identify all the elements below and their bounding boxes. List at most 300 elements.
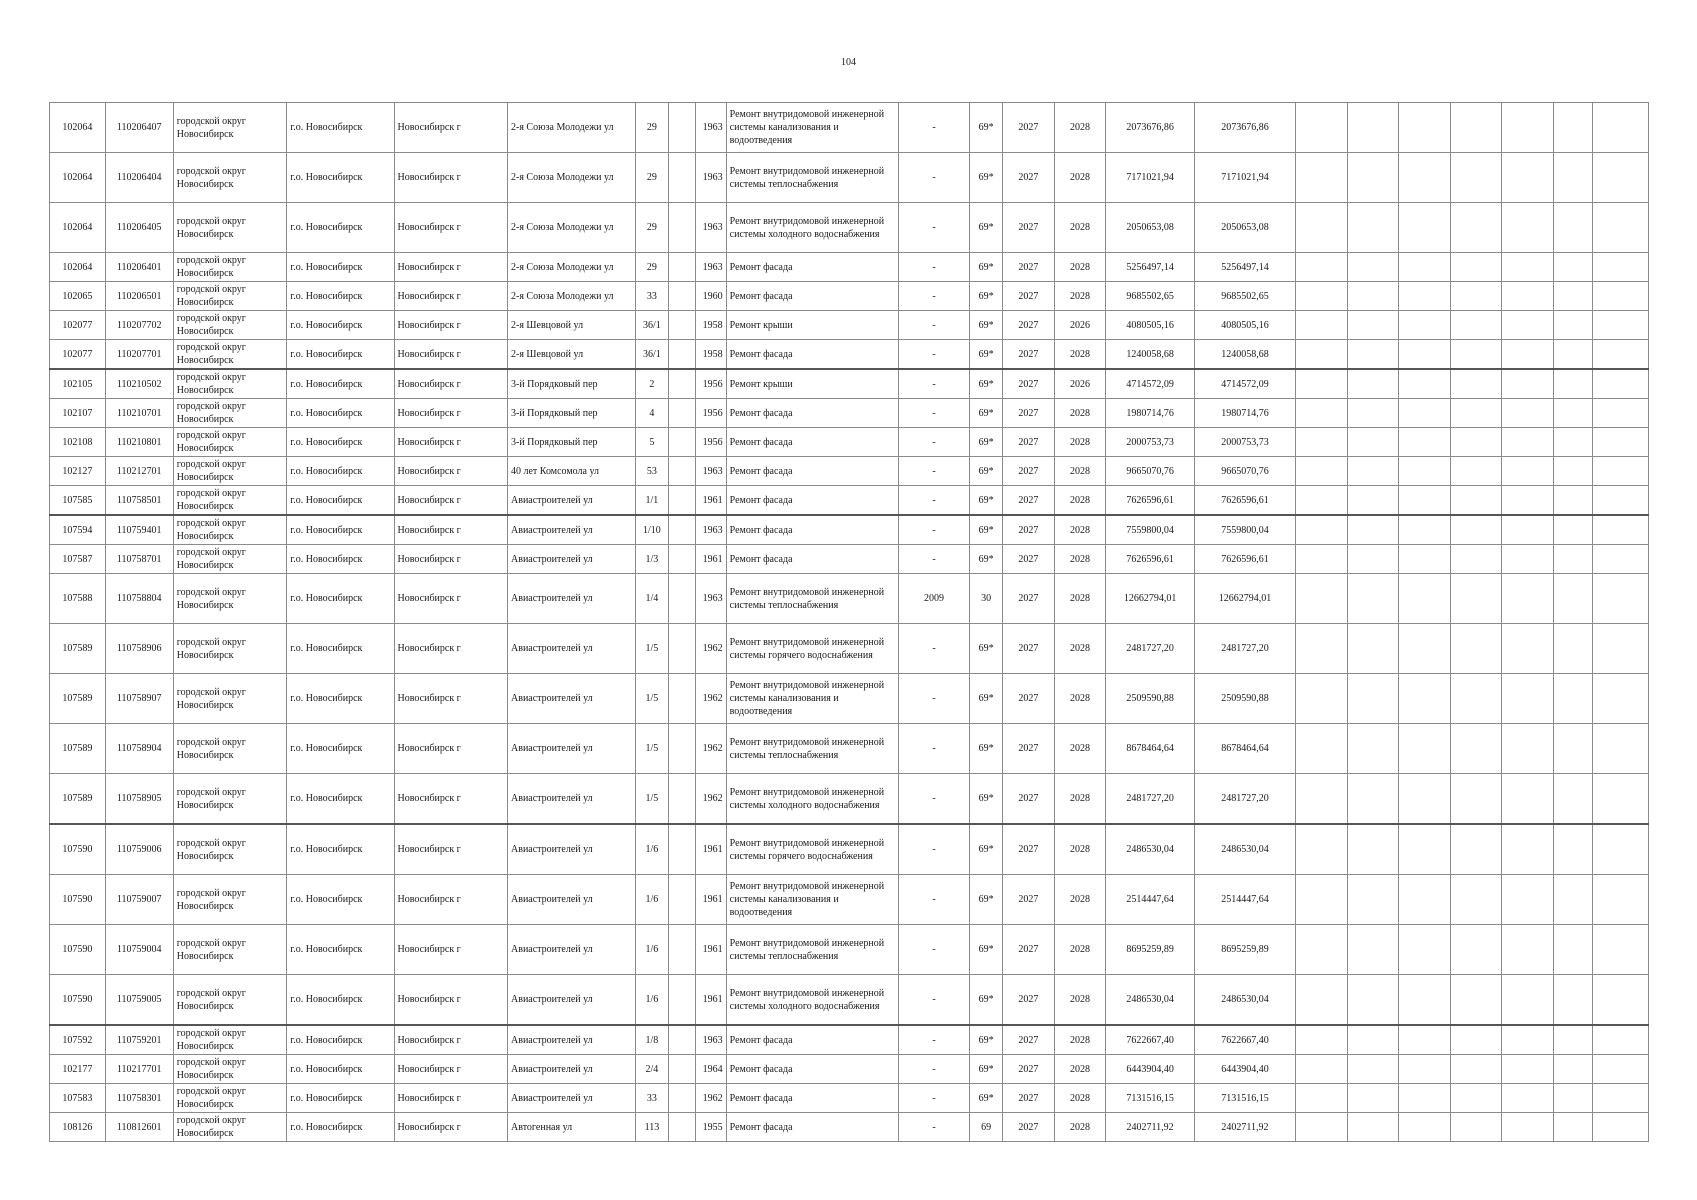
house-id-cell: 107590 [50,824,106,875]
work-type-cell: Ремонт внутридомовой инженерной системы горячего водоснабжения [726,624,898,674]
fund-cost-cell: 7559800,04 [1194,515,1295,545]
table-row [50,203,1649,253]
empty-cell [1593,515,1649,545]
work-id-cell: 110207702 [105,311,173,340]
empty-cell [1296,153,1348,203]
empty-cell [1450,1113,1502,1142]
house-id-cell: 107589 [50,674,106,724]
total-cost-cell: 8695259,89 [1106,925,1195,975]
last-repair-year-cell: - [898,103,969,153]
empty-cell [1502,515,1554,545]
work-id-cell: 110212701 [105,457,173,486]
last-repair-year-cell: - [898,203,969,253]
empty-cell [1593,674,1649,724]
street-cell: 2-я Союза Молодежи ул [508,282,636,311]
empty-cell [1450,282,1502,311]
table-row [50,774,1649,825]
city-cell: Новосибирск г [394,369,507,399]
plan-year-cell: 2027 [1003,925,1055,975]
total-cost-cell: 2514447,64 [1106,875,1195,925]
house-id-cell: 102064 [50,203,106,253]
fund-cost-cell: 9685502,65 [1194,282,1295,311]
empty-cell [1450,574,1502,624]
completion-year-cell: 2028 [1054,925,1106,975]
total-cost-cell: 4714572,09 [1106,369,1195,399]
municipality-cell: городской округ Новосибирск [173,203,286,253]
city-cell: Новосибирск г [394,824,507,875]
street-cell: Авиастроителей ул [508,515,636,545]
empty-cell [1553,457,1592,486]
house-number-cell: 2/4 [635,1055,668,1084]
empty-cell [1553,282,1592,311]
district-cell: г.о. Новосибирск [287,545,394,574]
last-repair-year-cell: - [898,282,969,311]
completion-year-cell: 2028 [1054,1025,1106,1055]
street-cell: Авиастроителей ул [508,1084,636,1113]
building-cell [668,428,695,457]
work-id-cell: 110758701 [105,545,173,574]
total-cost-cell: 2000753,73 [1106,428,1195,457]
empty-cell [1593,624,1649,674]
empty-cell [1347,1113,1399,1142]
house-number-cell: 33 [635,1084,668,1113]
empty-cell [1450,1055,1502,1084]
city-cell: Новосибирск г [394,311,507,340]
empty-cell [1347,1025,1399,1055]
house-id-cell: 107588 [50,574,106,624]
build-year-cell: 1961 [695,975,726,1026]
build-year-cell: 1962 [695,624,726,674]
last-repair-year-cell: - [898,486,969,516]
plan-year-cell: 2027 [1003,975,1055,1026]
work-type-cell: Ремонт фасада [726,457,898,486]
district-cell: г.о. Новосибирск [287,203,394,253]
house-number-cell: 1/6 [635,925,668,975]
fund-cost-cell: 2402711,92 [1194,1113,1295,1142]
municipality-cell: городской округ Новосибирск [173,674,286,724]
plan-year-cell: 2027 [1003,340,1055,370]
empty-cell [1399,724,1451,774]
plan-year-cell: 2027 [1003,1113,1055,1142]
plan-year-cell: 2027 [1003,253,1055,282]
work-type-cell: Ремонт фасада [726,428,898,457]
total-cost-cell: 7559800,04 [1106,515,1195,545]
fund-cost-cell: 9665070,76 [1194,457,1295,486]
district-cell: г.о. Новосибирск [287,515,394,545]
page-number: 104 [841,57,856,68]
municipality-cell: городской округ Новосибирск [173,1084,286,1113]
empty-cell [1502,545,1554,574]
district-cell: г.о. Новосибирск [287,674,394,724]
house-number-cell: 53 [635,457,668,486]
street-cell: Авиастроителей ул [508,975,636,1026]
empty-cell [1296,399,1348,428]
work-type-cell: Ремонт фасада [726,399,898,428]
empty-cell [1347,340,1399,370]
last-repair-year-cell: - [898,975,969,1026]
completion-year-cell: 2028 [1054,674,1106,724]
empty-cell [1502,925,1554,975]
empty-cell [1399,282,1451,311]
empty-cell [1553,875,1592,925]
city-cell: Новосибирск г [394,925,507,975]
empty-cell [1553,515,1592,545]
empty-cell [1450,1084,1502,1113]
last-repair-year-cell: - [898,1084,969,1113]
street-cell: 2-я Союза Молодежи ул [508,203,636,253]
service-life-cell: 69* [970,925,1003,975]
completion-year-cell: 2028 [1054,153,1106,203]
building-cell [668,253,695,282]
empty-cell [1553,311,1592,340]
empty-cell [1593,253,1649,282]
empty-cell [1553,624,1592,674]
completion-year-cell: 2028 [1054,486,1106,516]
empty-cell [1450,253,1502,282]
last-repair-year-cell: - [898,545,969,574]
completion-year-cell: 2028 [1054,103,1106,153]
building-cell [668,1113,695,1142]
street-cell: Авиастроителей ул [508,1055,636,1084]
house-id-cell: 107594 [50,515,106,545]
house-id-cell: 102077 [50,340,106,370]
build-year-cell: 1963 [695,574,726,624]
building-cell [668,574,695,624]
fund-cost-cell: 2000753,73 [1194,428,1295,457]
empty-cell [1593,486,1649,516]
build-year-cell: 1961 [695,875,726,925]
house-number-cell: 1/8 [635,1025,668,1055]
city-cell: Новосибирск г [394,1025,507,1055]
work-id-cell: 110758301 [105,1084,173,1113]
municipality-cell: городской округ Новосибирск [173,1025,286,1055]
building-cell [668,153,695,203]
total-cost-cell: 2486530,04 [1106,824,1195,875]
fund-cost-cell: 2486530,04 [1194,824,1295,875]
municipality-cell: городской округ Новосибирск [173,103,286,153]
street-cell: 2-я Союза Молодежи ул [508,253,636,282]
empty-cell [1296,925,1348,975]
empty-cell [1450,674,1502,724]
municipality-cell: городской округ Новосибирск [173,574,286,624]
empty-cell [1502,457,1554,486]
empty-cell [1399,311,1451,340]
total-cost-cell: 5256497,14 [1106,253,1195,282]
house-number-cell: 1/5 [635,624,668,674]
build-year-cell: 1962 [695,724,726,774]
empty-cell [1296,875,1348,925]
city-cell: Новосибирск г [394,428,507,457]
completion-year-cell: 2028 [1054,1055,1106,1084]
work-id-cell: 110206404 [105,153,173,203]
work-type-cell: Ремонт крыши [726,369,898,399]
empty-cell [1593,340,1649,370]
building-cell [668,1025,695,1055]
last-repair-year-cell: - [898,1025,969,1055]
house-number-cell: 1/6 [635,824,668,875]
building-cell [668,774,695,825]
empty-cell [1593,203,1649,253]
street-cell: 3-й Порядковый пер [508,428,636,457]
building-cell [668,975,695,1026]
building-cell [668,340,695,370]
completion-year-cell: 2028 [1054,624,1106,674]
empty-cell [1296,674,1348,724]
service-life-cell: 69* [970,1055,1003,1084]
empty-cell [1296,203,1348,253]
work-id-cell: 110206407 [105,103,173,153]
empty-cell [1296,282,1348,311]
district-cell: г.о. Новосибирск [287,253,394,282]
build-year-cell: 1963 [695,457,726,486]
fund-cost-cell: 4080505,16 [1194,311,1295,340]
total-cost-cell: 2073676,86 [1106,103,1195,153]
fund-cost-cell: 7626596,61 [1194,486,1295,516]
table-row [50,1084,1649,1113]
empty-cell [1296,824,1348,875]
city-cell: Новосибирск г [394,153,507,203]
municipality-cell: городской округ Новосибирск [173,253,286,282]
municipality-cell: городской округ Новосибирск [173,340,286,370]
empty-cell [1399,103,1451,153]
municipality-cell: городской округ Новосибирск [173,875,286,925]
table-row [50,545,1649,574]
empty-cell [1347,282,1399,311]
service-life-cell: 69* [970,1084,1003,1113]
empty-cell [1347,457,1399,486]
house-id-cell: 107589 [50,774,106,825]
empty-cell [1296,1113,1348,1142]
empty-cell [1399,774,1451,825]
plan-year-cell: 2027 [1003,1055,1055,1084]
house-number-cell: 5 [635,428,668,457]
house-id-cell: 107583 [50,1084,106,1113]
empty-cell [1553,724,1592,774]
empty-cell [1450,369,1502,399]
empty-cell [1347,153,1399,203]
last-repair-year-cell: - [898,1055,969,1084]
completion-year-cell: 2028 [1054,774,1106,825]
table-row [50,282,1649,311]
empty-cell [1593,574,1649,624]
empty-cell [1450,1025,1502,1055]
district-cell: г.о. Новосибирск [287,724,394,774]
work-id-cell: 110206501 [105,282,173,311]
fund-cost-cell: 2514447,64 [1194,875,1295,925]
total-cost-cell: 7131516,15 [1106,1084,1195,1113]
municipality-cell: городской округ Новосибирск [173,399,286,428]
city-cell: Новосибирск г [394,875,507,925]
build-year-cell: 1963 [695,153,726,203]
municipality-cell: городской округ Новосибирск [173,975,286,1026]
district-cell: г.о. Новосибирск [287,311,394,340]
city-cell: Новосибирск г [394,457,507,486]
empty-cell [1553,1084,1592,1113]
house-number-cell: 1/5 [635,674,668,724]
completion-year-cell: 2028 [1054,824,1106,875]
city-cell: Новосибирск г [394,975,507,1026]
city-cell: Новосибирск г [394,340,507,370]
empty-cell [1450,624,1502,674]
last-repair-year-cell: - [898,253,969,282]
total-cost-cell: 2481727,20 [1106,624,1195,674]
empty-cell [1296,975,1348,1026]
empty-cell [1450,486,1502,516]
work-id-cell: 110210701 [105,399,173,428]
table-row [50,253,1649,282]
table-row [50,875,1649,925]
empty-cell [1593,1025,1649,1055]
table-row [50,574,1649,624]
work-id-cell: 110207701 [105,340,173,370]
service-life-cell: 69* [970,153,1003,203]
service-life-cell: 69* [970,311,1003,340]
work-type-cell: Ремонт внутридомовой инженерной системы канализования и водоотведения [726,875,898,925]
work-type-cell: Ремонт внутридомовой инженерной системы канализования и водоотведения [726,674,898,724]
completion-year-cell: 2028 [1054,428,1106,457]
city-cell: Новосибирск г [394,724,507,774]
fund-cost-cell: 2486530,04 [1194,975,1295,1026]
work-type-cell: Ремонт внутридомовой инженерной системы холодного водоснабжения [726,203,898,253]
fund-cost-cell: 7171021,94 [1194,153,1295,203]
empty-cell [1347,674,1399,724]
work-id-cell: 110758501 [105,486,173,516]
building-cell [668,1084,695,1113]
street-cell: 40 лет Комсомола ул [508,457,636,486]
work-type-cell: Ремонт фасада [726,545,898,574]
fund-cost-cell: 2481727,20 [1194,774,1295,825]
house-number-cell: 1/6 [635,875,668,925]
work-id-cell: 110758804 [105,574,173,624]
empty-cell [1553,925,1592,975]
municipality-cell: городской округ Новосибирск [173,925,286,975]
work-id-cell: 110759201 [105,1025,173,1055]
work-type-cell: Ремонт фасада [726,1055,898,1084]
empty-cell [1450,975,1502,1026]
municipality-cell: городской округ Новосибирск [173,824,286,875]
empty-cell [1502,975,1554,1026]
empty-cell [1553,1055,1592,1084]
street-cell: 2-я Союза Молодежи ул [508,153,636,203]
last-repair-year-cell: - [898,674,969,724]
table-row [50,428,1649,457]
service-life-cell: 69* [970,340,1003,370]
last-repair-year-cell: - [898,311,969,340]
empty-cell [1296,311,1348,340]
last-repair-year-cell: - [898,724,969,774]
house-number-cell: 29 [635,103,668,153]
house-number-cell: 2 [635,369,668,399]
empty-cell [1502,724,1554,774]
city-cell: Новосибирск г [394,1055,507,1084]
empty-cell [1502,203,1554,253]
municipality-cell: городской округ Новосибирск [173,515,286,545]
service-life-cell: 69* [970,724,1003,774]
empty-cell [1347,724,1399,774]
building-cell [668,369,695,399]
city-cell: Новосибирск г [394,624,507,674]
completion-year-cell: 2028 [1054,515,1106,545]
municipality-cell: городской округ Новосибирск [173,1113,286,1142]
total-cost-cell: 1980714,76 [1106,399,1195,428]
work-id-cell: 110758905 [105,774,173,825]
empty-cell [1347,428,1399,457]
fund-cost-cell: 8678464,64 [1194,724,1295,774]
house-id-cell: 102064 [50,253,106,282]
empty-cell [1502,875,1554,925]
empty-cell [1502,428,1554,457]
house-id-cell: 102108 [50,428,106,457]
empty-cell [1296,515,1348,545]
street-cell: 3-й Порядковый пер [508,369,636,399]
work-id-cell: 110759006 [105,824,173,875]
plan-year-cell: 2027 [1003,824,1055,875]
plan-year-cell: 2027 [1003,674,1055,724]
building-cell [668,674,695,724]
house-id-cell: 108126 [50,1113,106,1142]
house-id-cell: 107589 [50,724,106,774]
plan-year-cell: 2027 [1003,1084,1055,1113]
empty-cell [1450,399,1502,428]
empty-cell [1347,975,1399,1026]
fund-cost-cell: 2050653,08 [1194,203,1295,253]
house-id-cell: 107587 [50,545,106,574]
house-id-cell: 102127 [50,457,106,486]
empty-cell [1502,574,1554,624]
work-type-cell: Ремонт внутридомовой инженерной системы холодного водоснабжения [726,774,898,825]
empty-cell [1593,282,1649,311]
empty-cell [1553,975,1592,1026]
empty-cell [1399,203,1451,253]
district-cell: г.о. Новосибирск [287,103,394,153]
service-life-cell: 69* [970,203,1003,253]
street-cell: Автогенная ул [508,1113,636,1142]
build-year-cell: 1955 [695,1113,726,1142]
empty-cell [1347,545,1399,574]
empty-cell [1450,203,1502,253]
district-cell: г.о. Новосибирск [287,774,394,825]
work-id-cell: 110758907 [105,674,173,724]
empty-cell [1553,428,1592,457]
house-number-cell: 1/10 [635,515,668,545]
work-id-cell: 110759005 [105,975,173,1026]
empty-cell [1450,545,1502,574]
work-type-cell: Ремонт внутридомовой инженерной системы холодного водоснабжения [726,975,898,1026]
empty-cell [1399,369,1451,399]
work-id-cell: 110210502 [105,369,173,399]
district-cell: г.о. Новосибирск [287,153,394,203]
work-type-cell: Ремонт фасада [726,253,898,282]
district-cell: г.о. Новосибирск [287,824,394,875]
plan-year-cell: 2027 [1003,574,1055,624]
house-number-cell: 1/4 [635,574,668,624]
district-cell: г.о. Новосибирск [287,486,394,516]
build-year-cell: 1962 [695,774,726,825]
work-type-cell: Ремонт внутридомовой инженерной системы теплоснабжения [726,724,898,774]
service-life-cell: 69* [970,103,1003,153]
empty-cell [1399,824,1451,875]
service-life-cell: 30 [970,574,1003,624]
street-cell: Авиастроителей ул [508,724,636,774]
empty-cell [1593,774,1649,825]
plan-year-cell: 2027 [1003,399,1055,428]
empty-cell [1296,369,1348,399]
city-cell: Новосибирск г [394,515,507,545]
empty-cell [1553,674,1592,724]
work-type-cell: Ремонт фасада [726,282,898,311]
completion-year-cell: 2028 [1054,1113,1106,1142]
empty-cell [1399,1055,1451,1084]
